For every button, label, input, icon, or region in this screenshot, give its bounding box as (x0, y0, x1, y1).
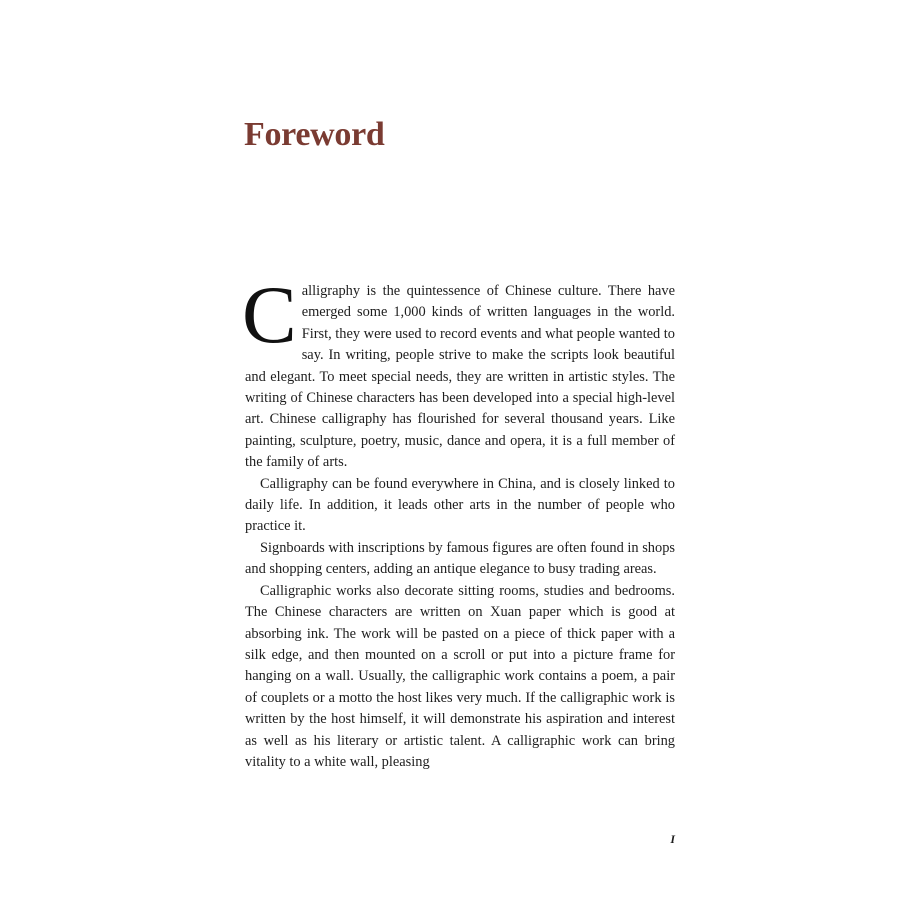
paragraph-1 (242, 269, 675, 474)
paragraph-4: Calligraphic works also decorate sitting rooms, studies and bedrooms. The Chinese characters are written on Xuan paper which is good at absorbing ink. The work will be pasted on a piece of thick paper with a silk edge, and then mounted on a scroll or put into a picture frame for hanging on a wall. Usually, the calligraphic work contains a poem, a pair of couplets or a motto the host likes very much. If the calligraphic work is written by the host himself, it will demonstrate his aspiration and interest as well as his literary or artistic talent. A calligraphic work can bring vitality to a white wall, pleasing (245, 582, 675, 770)
page-title: Foreword (244, 116, 385, 153)
paragraph-1-text: alligraphy is the quintessence of Chinese culture. There have emerged some 1,000 kinds of written languages in the world. First, they were used to record events and what people wanted to say. In writing, people strive to make the scripts look beautiful and elegant. To meet special needs, they are written in artistic styles. The writing of Chinese characters has been developed into a special high-level art. Chinese calligraphy has flourished for several thousand years. Like painting, sculpture, poetry, music, dance and opera, it is a full member of the family of arts. (245, 283, 675, 471)
paragraph-2: Calligraphy can be found everywhere in China, and is closely linked to daily life. In addition, it leads other arts in the number of people who practice it. (245, 475, 675, 535)
drop-cap: C (242, 269, 297, 360)
page-number: I (670, 832, 675, 846)
paragraph-3: Signboards with inscriptions by famous figures are often found in shops and shopping centers, adding an antique elegance to busy trading areas. (245, 539, 675, 578)
body-text (242, 269, 675, 773)
